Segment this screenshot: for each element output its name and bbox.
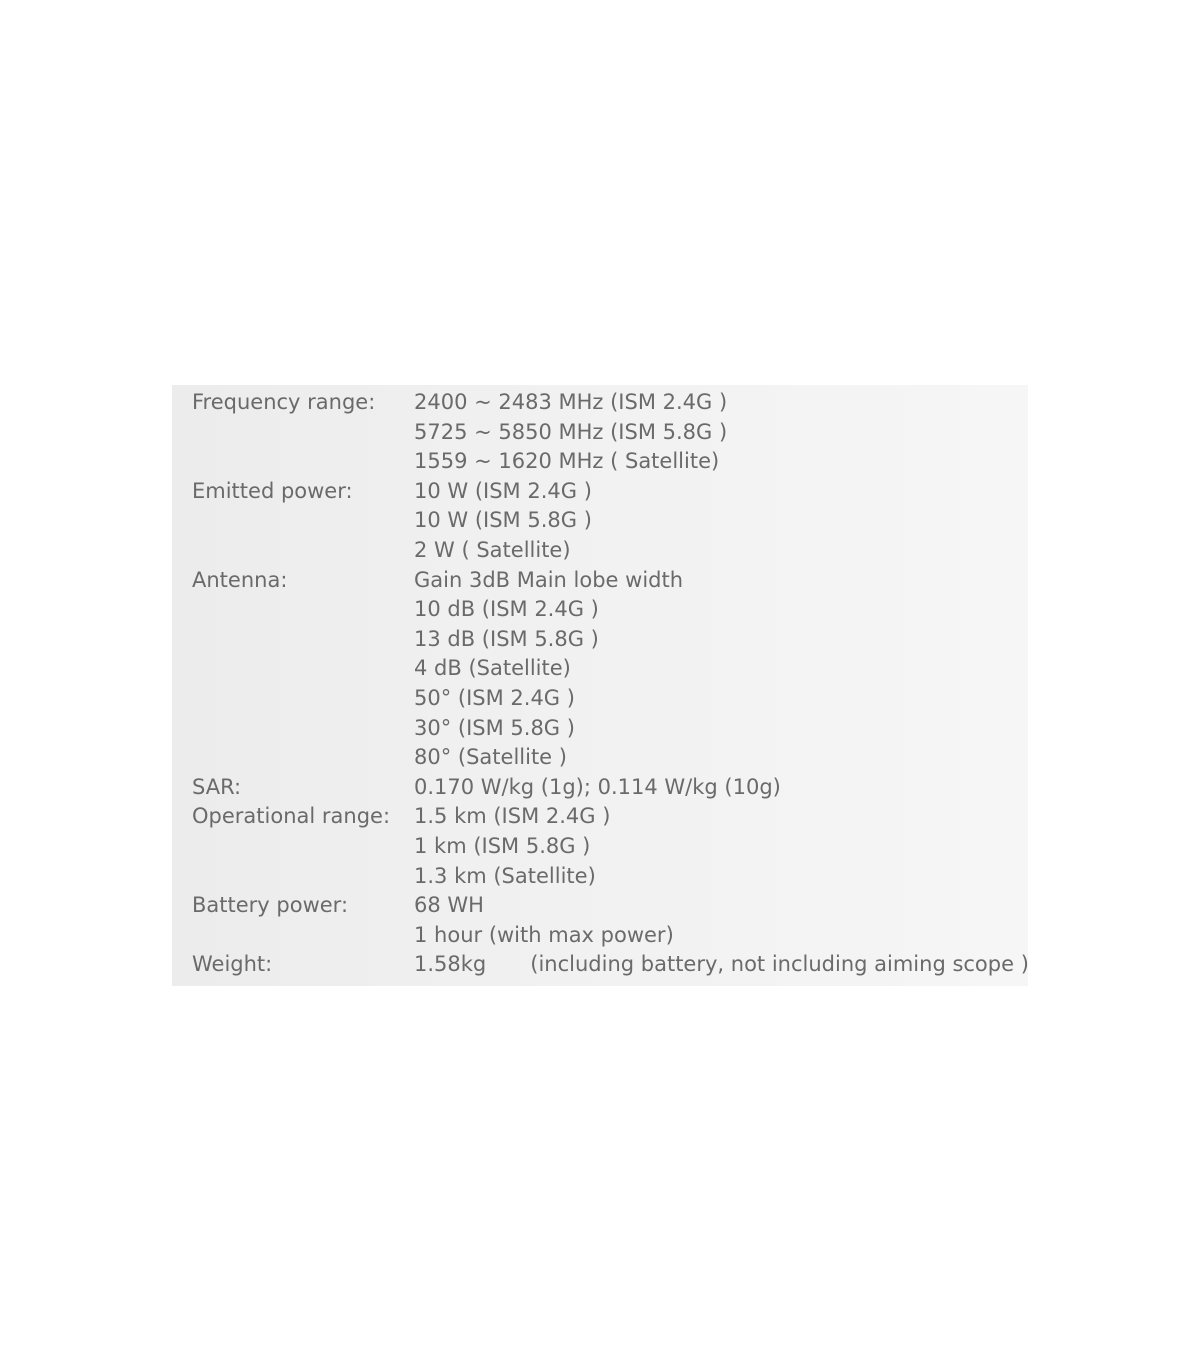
spec-values [414,477,592,566]
spec-row-operational-range [192,802,1028,891]
spec-value: 80° (Satellite ) [414,745,567,770]
spec-value: 10 W (ISM 2.4G ) [414,478,592,503]
spec-value: 68 WH [414,893,484,918]
spec-value: 1559 ~ 1620 MHz ( Satellite) [414,449,720,474]
spec-value: 10 dB (ISM 2.4G ) [414,597,599,622]
spec-value: 1.3 km (Satellite) [414,863,596,888]
spec-row-sar [192,773,1028,803]
spec-values [414,950,1029,980]
spec-value [414,950,1029,980]
spec-value: 5725 ~ 5850 MHz (ISM 5.8G ) [414,419,728,444]
spec-values [414,802,610,891]
spec-values [414,388,727,477]
spec-label: Battery power: [192,893,349,918]
spec-row-battery-power [192,891,1028,950]
spec-label: SAR: [192,774,242,799]
spec-value: 0.170 W/kg (1g); 0.114 W/kg (10g) [414,774,781,799]
spec-panel [172,385,1028,986]
spec-values [414,566,683,773]
spec-label: Emitted power: [192,478,353,503]
spec-values [414,773,781,803]
spec-values [414,891,674,950]
spec-value: 13 dB (ISM 5.8G ) [414,626,599,651]
spec-row-weight [192,950,1028,980]
spec-value: 2400 ~ 2483 MHz (ISM 2.4G ) [414,390,728,414]
spec-value: 1 km (ISM 5.8G ) [414,833,591,858]
spec-value: 30° (ISM 5.8G ) [414,715,575,740]
spec-value: 4 dB (Satellite) [414,656,571,681]
spec-label: Antenna: [192,567,288,592]
weight-note: (including battery, not including aiming scope ) [530,952,1029,977]
spec-row-frequency-range [192,388,1028,477]
spec-value: 2 W ( Satellite) [414,537,571,562]
spec-value: 50° (ISM 2.4G ) [414,685,575,710]
weight-value: 1.58kg [414,952,487,977]
spec-label: Weight: [192,952,273,977]
spec-label: Operational range: [192,804,391,829]
spec-value: 1 hour (with max power) [414,922,674,947]
spec-value: 1.5 km (ISM 2.4G ) [414,804,611,829]
spec-value: Gain 3dB Main lobe width [414,567,684,592]
spec-label: Frequency range: [192,390,376,414]
spec-row-emitted-power [192,477,1028,566]
spec-value: 10 W (ISM 5.8G ) [414,508,592,533]
spec-table [192,388,1028,980]
spec-row-antenna [192,566,1028,773]
